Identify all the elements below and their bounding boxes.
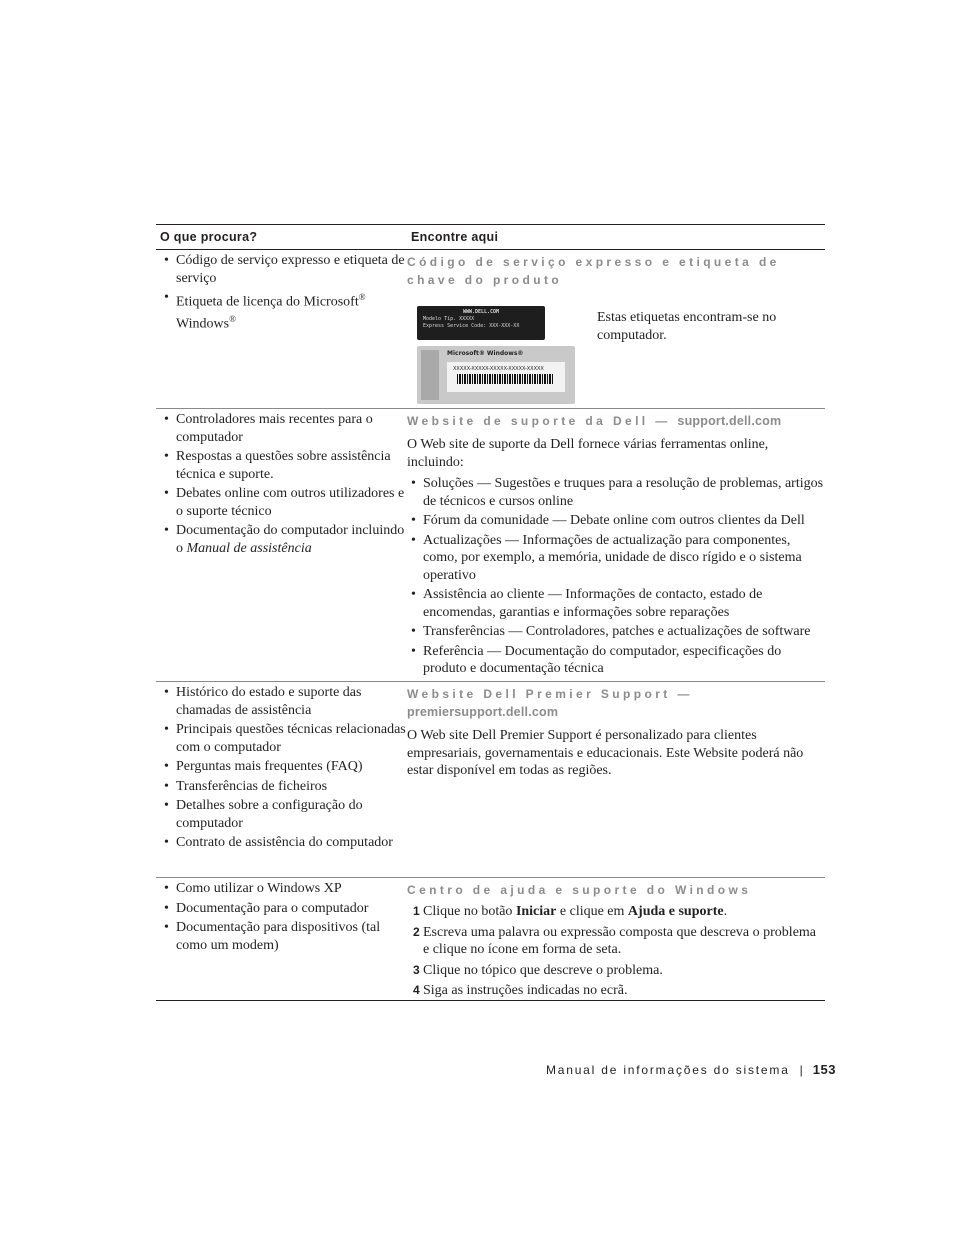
table-header <box>156 225 825 250</box>
page-number: 153 <box>812 1062 836 1077</box>
step-item: 3 Clique no tópico que descreve o problema. <box>413 962 663 978</box>
list-item: • Documentação do computador incluindo o Manual de assistência <box>156 522 407 557</box>
list-item: • Transferências — Controladores, patches e actualizações de software <box>407 623 825 641</box>
list-item: • Perguntas mais frequentes (FAQ) <box>156 758 407 776</box>
list-item: • Como utilizar o Windows XP <box>156 880 407 898</box>
row-right-cell <box>407 250 825 408</box>
page-footer <box>546 1062 836 1077</box>
list-item: • Código de serviço expresso e etiqueta de serviço <box>156 252 407 287</box>
table-row <box>156 682 825 878</box>
header-col-looking-for: O que procura? <box>160 230 258 244</box>
info-table <box>156 224 825 1001</box>
footer-title: Manual de informações do sistema <box>545 1063 790 1077</box>
row-left-cell <box>156 409 407 681</box>
section-heading: Website de suporte da Dell — support.dell.com <box>407 414 782 428</box>
section-text: O Web site Dell Premier Support é personalizado para clientes empresariais, governamentais e educacionais. Este Website poderá não estar disponível em todas as regiões. <box>407 728 804 778</box>
list-item: • Actualizações — Informações de actualização para componentes, como, por exemplo, a memória, unidade de disco rígido e o sistema operativo <box>407 532 825 585</box>
table-row <box>156 250 825 409</box>
list-item: • Transferências de ficheiros <box>156 778 407 796</box>
service-tag-label-image: WWW.DELL.COM Modelo Típ. XXXXX Express Service Code: XXX-XXX-XX <box>417 306 545 340</box>
step-item: 1 Clique no botão Iniciar e clique em Ajuda e suporte. <box>413 904 728 919</box>
table-row <box>156 409 825 682</box>
list-item: • Documentação para o computador <box>156 900 407 918</box>
list-item: • Debates online com outros utilizadores e o suporte técnico <box>156 485 407 520</box>
row-right-cell <box>407 878 825 1000</box>
section-heading: Centro de ajuda e suporte do Windows <box>407 883 752 897</box>
table-row <box>156 878 825 1001</box>
section-intro: O Web site de suporte da Dell fornece várias ferramentas online, incluindo: <box>407 437 769 470</box>
step-item: 2 Escreva uma palavra ou expressão composta que descreva o problema e clique no ícone em forma de seta. <box>413 924 817 957</box>
row-left-cell <box>156 682 407 877</box>
row-left-cell <box>156 878 407 1000</box>
list-item: • Respostas a questões sobre assistência técnica e suporte. <box>156 448 407 483</box>
list-item: • Controladores mais recentes para o computador <box>156 411 407 446</box>
section-heading: Código de serviço expresso e etiqueta de chave do produto <box>407 255 780 287</box>
list-item: • Etiqueta de licença do Microsoft® Windows® <box>156 289 407 333</box>
list-item: • Fórum da comunidade — Debate online com outros clientes da Dell <box>407 512 825 530</box>
footer-separator: | <box>799 1063 803 1077</box>
step-item: 4 Siga as instruções indicadas no ecrã. <box>413 983 628 998</box>
labels-area <box>407 289 825 409</box>
row-right-cell <box>407 409 825 681</box>
row-left-cell <box>156 250 407 408</box>
list-item: • Principais questões técnicas relacionadas com o computador <box>156 721 407 756</box>
premier-support-url-link[interactable]: premiersupport.dell.com <box>407 705 559 719</box>
list-item: • Contrato de assistência do computador <box>156 834 407 852</box>
list-item: • Documentação para dispositivos (tal como um modem) <box>156 919 407 954</box>
labels-note: Estas etiquetas encontram-se no computador. <box>597 310 777 343</box>
list-item: • Detalhes sobre a configuração do computador <box>156 797 407 832</box>
product-key-label-image: Microsoft® Windows® XXXXX-XXXXX-XXXXX-XXXXX-XXXXX <box>417 346 575 404</box>
section-heading: Website Dell Premier Support — premiersupport.dell.com <box>407 687 693 719</box>
support-url-link[interactable]: support.dell.com <box>677 414 782 428</box>
row-right-cell <box>407 682 825 877</box>
header-col-find-it: Encontre aqui <box>411 230 499 244</box>
steps-list <box>407 903 825 1000</box>
list-item: • Soluções — Sugestões e truques para a resolução de problemas, artigos de técnicos e cursos online <box>407 475 825 510</box>
list-item: • Assistência ao cliente — Informações de contacto, estado de encomendas, garantias e informações sobre reparações <box>407 586 825 621</box>
barcode-icon <box>457 374 553 384</box>
list-item: • Referência — Documentação do computador, especificações do produto e documentação técnica <box>407 643 825 678</box>
list-item: • Histórico do estado e suporte das chamadas de assistência <box>156 684 407 719</box>
